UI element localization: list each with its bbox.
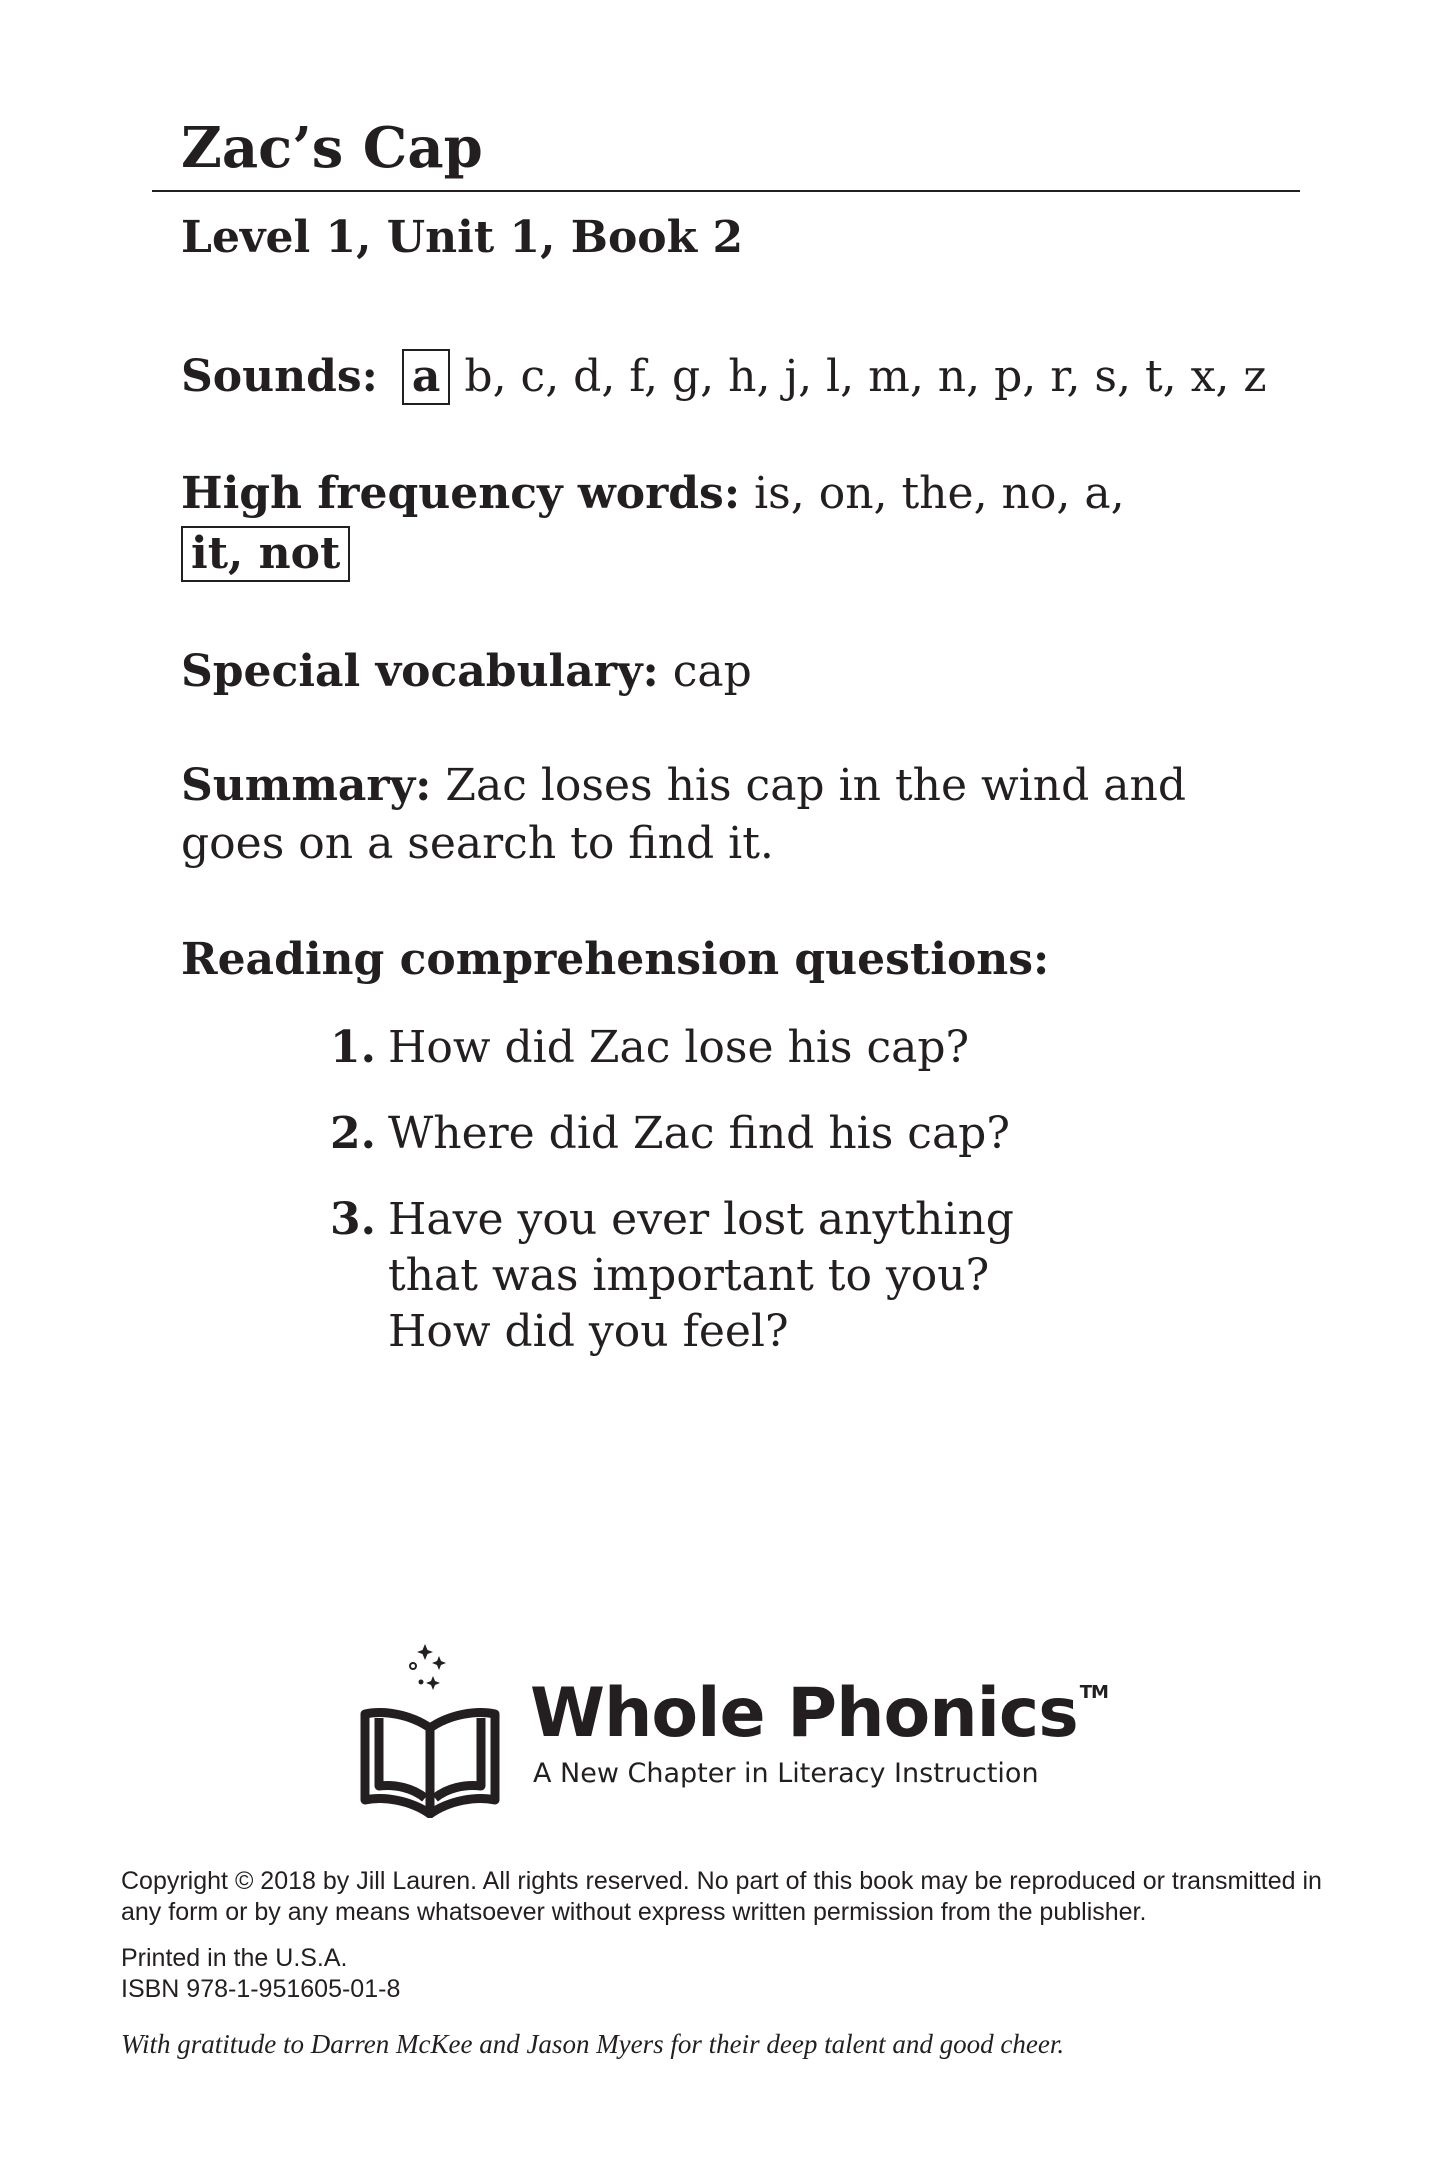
question-text: How did Zac lose his cap?: [388, 1022, 970, 1073]
summary-text: Zac loses his cap in the wind and goes on a search to find it.: [181, 760, 1186, 869]
special-vocabulary-value: cap: [672, 646, 752, 697]
reading-comprehension-label: Reading comprehension questions:: [181, 934, 1050, 985]
special-vocabulary-section: [181, 643, 1301, 701]
open-book-with-sparkles-icon: [355, 1638, 505, 1818]
question-list: [330, 1020, 1028, 1390]
book-level: Level 1, Unit 1, Book 2: [181, 212, 744, 263]
sounds-section: [181, 348, 1301, 406]
question-number: 3.: [330, 1194, 376, 1245]
acknowledgement: With gratitude to Darren McKee and Jason Myers for their deep talent and good cheer.: [121, 2029, 1065, 2059]
question-item: [330, 1020, 1028, 1076]
question-text: Where did Zac find his cap?: [388, 1108, 1010, 1159]
summary-label: Summary:: [181, 760, 432, 811]
question-item: [330, 1106, 1028, 1162]
sounds-list: b, c, d, f, g, h, j, l, m, n, p, r, s, t, x, z: [464, 351, 1267, 402]
sounds-label: Sounds:: [181, 351, 378, 402]
high-frequency-section: [181, 465, 1301, 583]
question-text: Have you ever lost anything that was important to you? How did you feel?: [388, 1194, 1014, 1357]
summary-section: [181, 757, 1241, 873]
new-words-box: it, not: [181, 526, 350, 582]
special-vocabulary-label: Special vocabulary:: [181, 646, 659, 697]
copyright-notice: Copyright © 2018 by Jill Lauren. All rights reserved. No part of this book may be reproduced or transmitted in any form or by any means whatsoever without express written permission from the publisher.: [121, 1867, 1322, 1926]
isbn-number: ISBN 978-1-951605-01-8: [121, 1975, 401, 2003]
logo-name: [530, 1674, 1108, 1753]
question-number: 1.: [330, 1022, 376, 1073]
book-title: Zac’s Cap: [181, 115, 483, 181]
high-frequency-words: is, on, the, no, a,: [754, 468, 1125, 519]
whole-phonics-logo: [355, 1638, 1115, 1818]
high-frequency-label: High frequency words:: [181, 468, 741, 519]
printed-location: Printed in the U.S.A.: [121, 1944, 348, 1972]
trademark-mark: TM: [1079, 1682, 1108, 1703]
question-number: 2.: [330, 1108, 376, 1159]
title-divider: [152, 190, 1300, 192]
logo-name-text: Whole Phonics: [530, 1674, 1078, 1753]
logo-tagline: A New Chapter in Literacy Instruction: [533, 1758, 1039, 1789]
new-sound-box: a: [402, 349, 451, 405]
question-item: [330, 1192, 1028, 1360]
